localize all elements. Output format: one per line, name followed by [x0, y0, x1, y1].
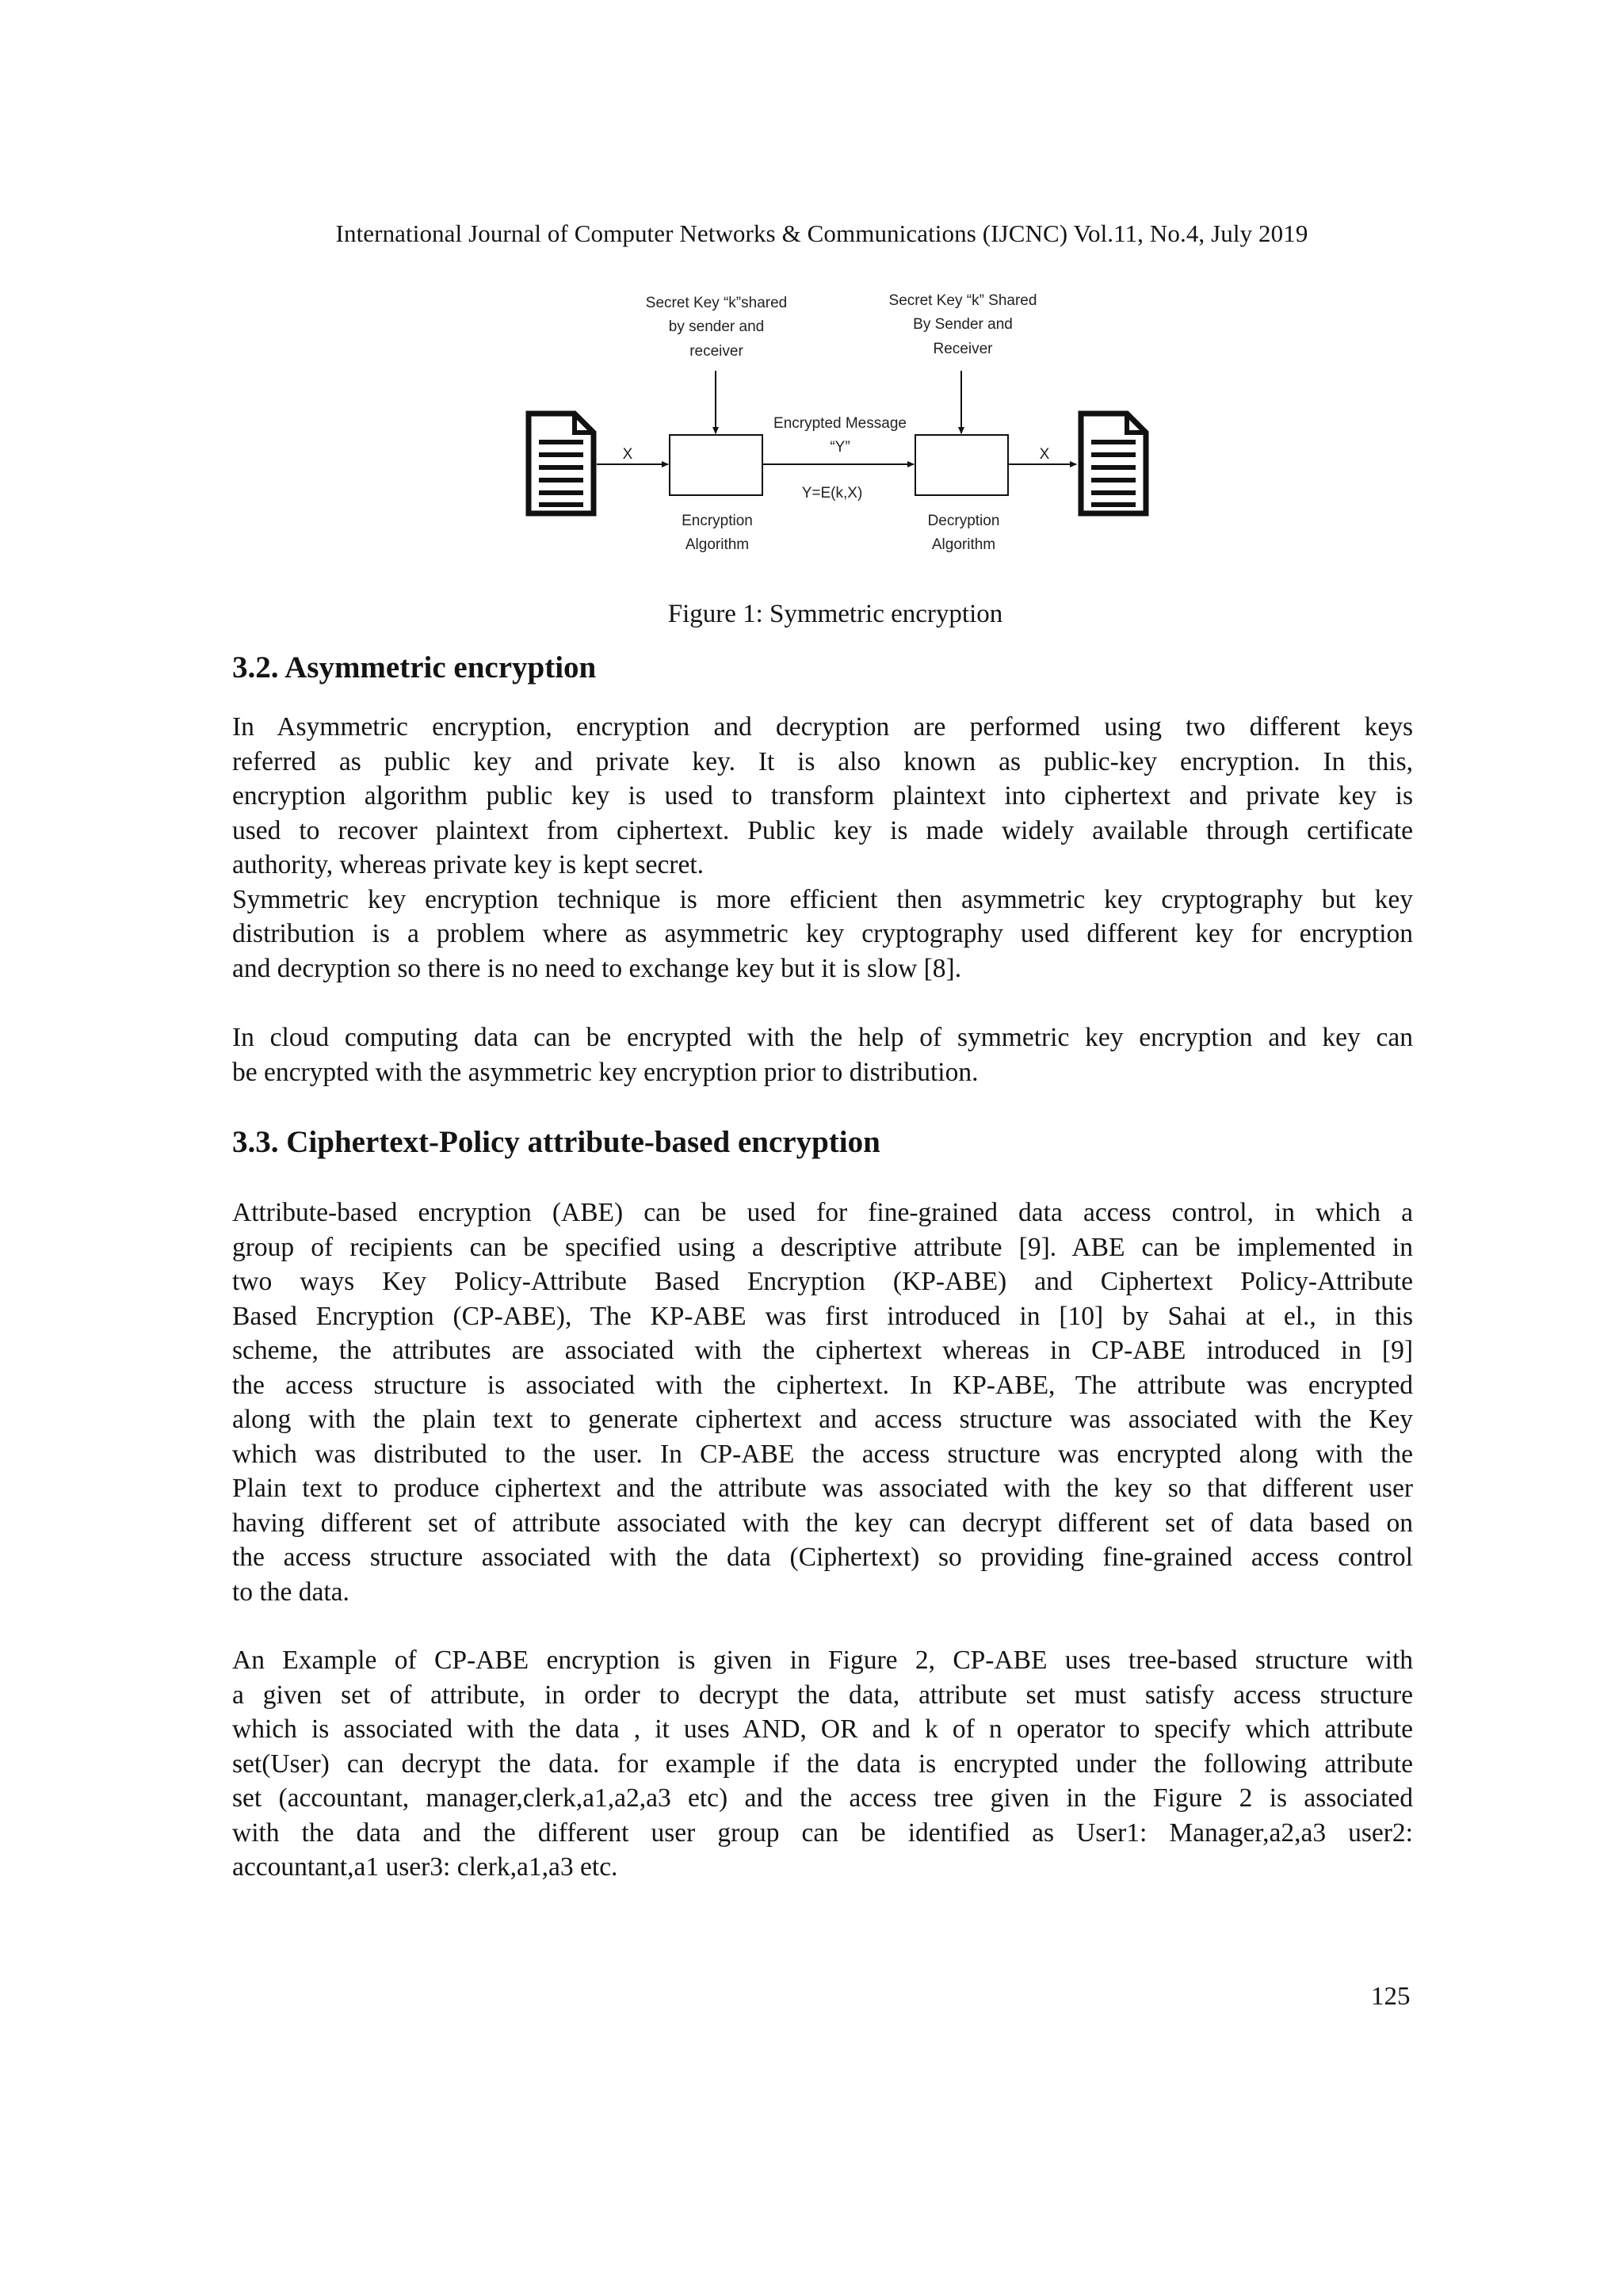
- x-right-label: X: [1039, 446, 1050, 463]
- left-key-label-line: Secret Key “k”shared: [645, 295, 788, 311]
- text-line: be encrypted with the asymmetric key encryption prior to distribution.: [232, 1057, 979, 1087]
- decryption-label-line: Decryption: [927, 513, 1000, 529]
- text-line: used to recover plaintext from ciphertext. Public key is made widely available through certificate: [232, 815, 1413, 845]
- text-line: the access structure associated with the data (Ciphertext) so providing fine-grained access control: [232, 1543, 1413, 1572]
- page-number: 125: [1371, 1982, 1411, 2011]
- left-key-label-line: receiver: [689, 343, 743, 360]
- running-header: International Journal of Computer Networks & Communications (IJCNC) Vol.11, No.4, July 2019: [335, 219, 1308, 247]
- encryption-label-line: Encryption: [682, 513, 753, 529]
- text-line: Attribute-based encryption (ABE) can be used for fine-grained data access control, in which a: [232, 1198, 1413, 1227]
- figure-caption: Figure 1: Symmetric encryption: [667, 600, 1003, 628]
- text-line: distribution is a problem where as asymmetric key cryptography used different key for encryption: [232, 919, 1413, 948]
- text-line: Symmetric key encryption technique is more efficient then asymmetric key cryptography but key: [232, 884, 1413, 914]
- text-line: Based Encryption (CP-ABE), The KP-ABE was first introduced in [10] by Sahai at el., in this: [232, 1301, 1413, 1331]
- text-line: with the data and the different user group can be identified as User1: Manager,a2,a3 user2:: [232, 1817, 1413, 1848]
- document-icon: [1081, 414, 1146, 513]
- message-label-line: Encrypted Message: [773, 415, 907, 432]
- right-key-label-line: By Sender and: [913, 316, 1013, 333]
- text-line: accountant,a1 user3: clerk,a1,a3 etc.: [232, 1852, 618, 1882]
- section-3-3-paragraph-2: [232, 1643, 1413, 1885]
- section-3-2-paragraph-3: [232, 1020, 1413, 1089]
- text-line: having different set of attribute associated with the key can decrypt different set of data based on: [232, 1508, 1413, 1538]
- left-key-label-line: by sender and: [668, 318, 765, 335]
- section-heading-3-2: 3.2. Asymmetric encryption: [232, 650, 597, 685]
- text-line: which was distributed to the user. In CP-ABE the access structure was encrypted along with the: [232, 1439, 1413, 1469]
- text-line: which is associated with the data , it uses AND, OR and k of n operator to specify which attribute: [232, 1714, 1413, 1744]
- text-line: and decryption so there is no need to exchange key but it is slow [8].: [232, 953, 962, 983]
- text-line: set (accountant, manager,clerk,a1,a2,a3 etc) and the access tree given in the Figure 2 is associated: [232, 1783, 1413, 1813]
- decryption-algorithm-box: [915, 435, 1008, 495]
- text-line: encryption algorithm public key is used to transform plaintext into ciphertext and private key is: [232, 781, 1413, 810]
- text-line: referred as public key and private key. It is also known as public-key encryption. In this,: [232, 746, 1413, 776]
- x-left-label: X: [622, 446, 633, 463]
- text-line: group of recipients can be specified using a descriptive attribute [9]. ABE can be implemented in: [232, 1232, 1413, 1262]
- text-line: the access structure is associated with the ciphertext. In KP-ABE, The attribute was encrypted: [232, 1370, 1413, 1400]
- text-line: In Asymmetric encryption, encryption and decryption are performed using two different keys: [232, 712, 1413, 742]
- encryption-algorithm-box: [670, 435, 762, 495]
- text-line: a given set of attribute, in order to decrypt the data, attribute set must satisfy access structure: [232, 1680, 1413, 1710]
- text-line: two ways Key Policy-Attribute Based Encryption (KP-ABE) and Ciphertext Policy-Attribute: [232, 1267, 1413, 1296]
- right-key-label-line: Secret Key “k” Shared: [888, 292, 1037, 309]
- figure-diagram: [507, 285, 1157, 570]
- section-3-3-paragraph-1: [232, 1196, 1413, 1609]
- text-line: set(User) can decrypt the data. for example if the data is encrypted under the following attribute: [232, 1749, 1413, 1779]
- right-key-label-line: Receiver: [933, 341, 993, 357]
- section-3-2-paragraph-1: [232, 710, 1413, 986]
- text-line: authority, whereas private key is kept secret.: [232, 850, 705, 879]
- message-label-line: “Y”: [830, 439, 850, 456]
- document-icon: [529, 414, 594, 513]
- text-line: An Example of CP-ABE encryption is given in Figure 2, CP-ABE uses tree-based structure with: [232, 1646, 1413, 1675]
- text-line: along with the plain text to generate ciphertext and access structure was associated with the Key: [232, 1405, 1413, 1434]
- section-heading-3-3: 3.3. Ciphertext-Policy attribute-based encryption: [232, 1125, 880, 1159]
- text-line: Plain text to produce ciphertext and the attribute was associated with the key so that different user: [232, 1474, 1413, 1503]
- symmetric-encryption-figure: [507, 285, 1157, 570]
- text-line: to the data.: [232, 1577, 349, 1607]
- decryption-label-line: Algorithm: [931, 536, 996, 553]
- encryption-label-line: Algorithm: [685, 536, 750, 553]
- text-line: In cloud computing data can be encrypted with the help of symmetric key encryption and key can: [232, 1023, 1413, 1052]
- text-line: scheme, the attributes are associated with the ciphertext whereas in CP-ABE introduced in [9]: [232, 1336, 1413, 1365]
- formula-label: Y=E(k,X): [801, 485, 863, 502]
